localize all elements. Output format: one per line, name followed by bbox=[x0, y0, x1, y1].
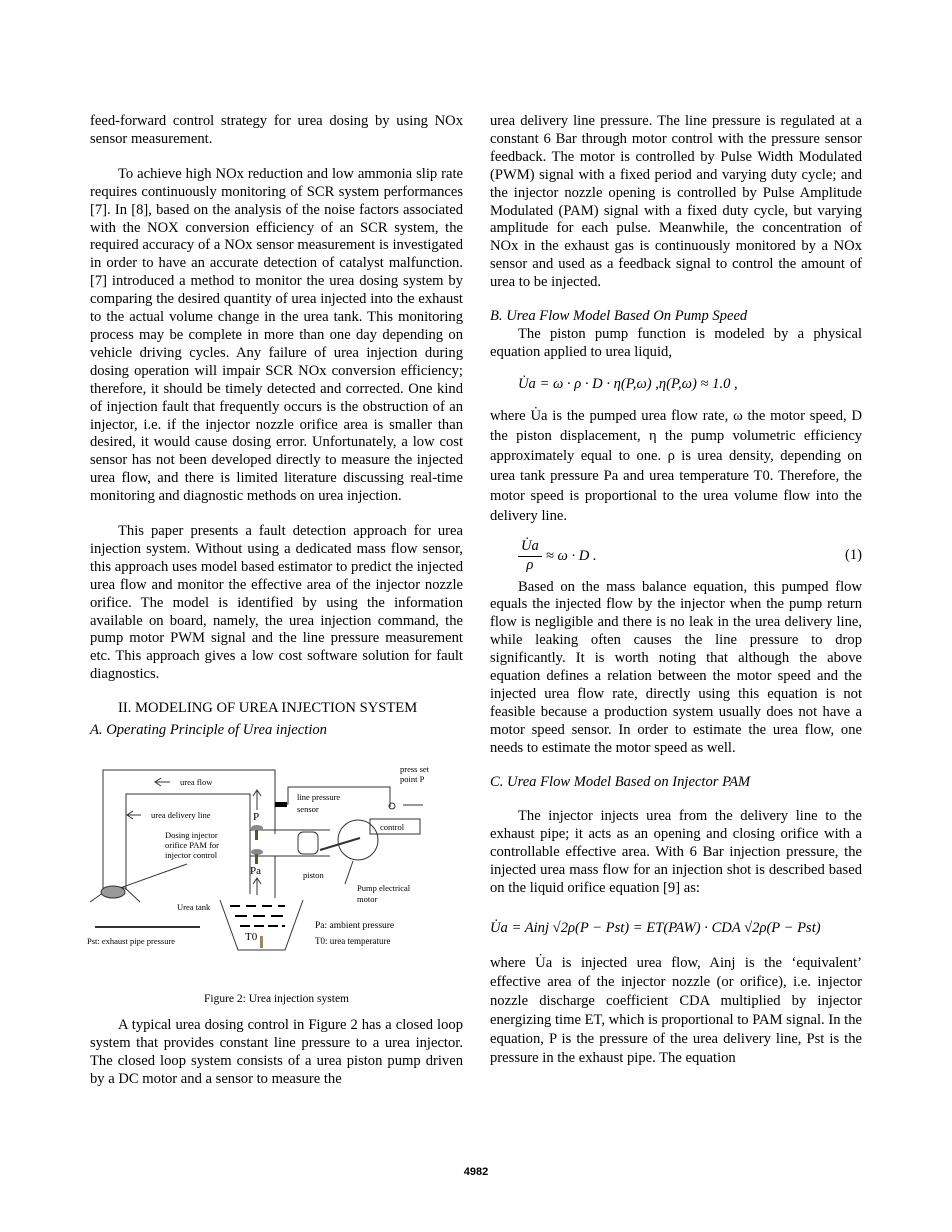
paragraph: Based on the mass balance equation, this pumped flow equals the injected flow by the injector when the pump return flow is negligible and there is no leak in the urea delivery line, while leaking often causes the line pressure to drop significantly. It is worth noting that although the above equation defines a relation between the motor speed and the injected urea flow rate, directly using this equation is not feasible because a production system usually does not have a motor speed sensor. In order to estimate the urea flow, one needs to estimate the motor speed as well. bbox=[490, 578, 862, 756]
label: T0 bbox=[245, 931, 258, 943]
paragraph: The piston pump function is modeled by a physical equation applied to urea liquid, bbox=[490, 325, 862, 360]
label: control bbox=[380, 822, 405, 832]
label: sensor bbox=[297, 804, 319, 814]
subsection-heading: A. Operating Principle of Urea injection bbox=[90, 722, 327, 739]
equation-1 bbox=[490, 538, 862, 575]
fraction bbox=[518, 538, 542, 575]
label: P bbox=[253, 811, 260, 823]
urea-injection-figure bbox=[85, 760, 445, 955]
label: orifice PAM for bbox=[165, 840, 219, 850]
section-heading: II. MODELING OF UREA INJECTION SYSTEM bbox=[118, 700, 418, 717]
label: press set bbox=[400, 764, 430, 774]
label: point P bbox=[400, 774, 425, 784]
equation-rhs: ≈ ω · D . bbox=[545, 547, 597, 564]
paragraph: To achieve high NOx reduction and low ammonia slip rate requires continuously monitoring of SCR system performances [7]. In [8], based on the analysis of the noise factors associated with the NOX conversion efficiency of an SCR system, the required accuracy of a NOx sensor measurement is investigated in order to have an accurate detection of catalyst malfunction. [7] introduced a method to monitor the urea dosing system by comparing the desired quantity of urea injected into the exhaust to the actual volume change in the urea tank. This monitoring process may be complete in more than one day depending on vehicle driving cycles. Any failure of urea injection during dosing operation will impair SCR NOx conversion efficiency; therefore, it should be timely detected and corrected. One kind of injection fault that frequently occurs is the obstruction of an injector, i.e. if the injector nozzle orifice area is smaller than desired, it would cause dosing error. Unfortunately, a low cost sensor has not been developed directly to measure the injected urea flow, and there is limited literature discussing real-time monitoring and diagnostic methods on urea injection. bbox=[90, 165, 463, 505]
label: T0: urea temperature bbox=[315, 936, 391, 946]
left-column bbox=[87, 113, 463, 1089]
label: Pa: ambient pressure bbox=[315, 921, 395, 931]
equation: U̇a = ω · ρ · D · η(P,ω) ,η(P,ω) ≈ 1.0 , bbox=[518, 375, 738, 392]
paragraph: where U̇a is injected urea flow, Ainj is the ‘equivalent’ effective area of the injector nozzle (or orifice), i.e. injector nozzle discharge coefficient CDA multiplied by injector energizing time ET, which is proportional to PAM signal. In the equation, P is the pressure of the urea delivery line, Pst is the pressure in the exhaust pipe. The equation bbox=[490, 954, 862, 1066]
subsection-heading: C. Urea Flow Model Based on Injector PAM bbox=[490, 773, 751, 790]
label: Dosing injector bbox=[165, 830, 218, 840]
paragraph: The injector injects urea from the delivery line to the exhaust pipe; it acts as an opening and closing orifice with a controllable effective area. With 6 Bar injection pressure, the injected urea mass flow for an injection shot is described based on the liquid orifice equation [9] as: bbox=[490, 808, 862, 897]
label: Urea tank bbox=[177, 902, 211, 912]
paragraph: urea delivery line pressure. The line pressure is regulated at a constant 6 Bar through motor control with the pressure sensor feedback. The motor is controlled by Pulse Width Modulated (PWM) signal with a fixed period and varying duty cycle; and the injector nozzle opening is controlled by Pulse Amplitude Modulated (PAM) signal with a fixed duty cycle, but varying amplitude for each pulse. Meanwhile, the concentration of NOx in the exhaust gas is continuously monitored by a NOx sensor and used as a feedback signal to control the amount of urea to be injected. bbox=[490, 113, 862, 291]
label: Pst: exhaust pipe pressure bbox=[87, 936, 176, 946]
label: urea delivery line bbox=[151, 810, 211, 820]
label: motor bbox=[357, 894, 378, 904]
paragraph: feed-forward control strategy for urea dosing by using NOx sensor measurement. bbox=[90, 113, 463, 147]
label: piston bbox=[303, 870, 324, 880]
paragraph: A typical urea dosing control in Figure 2 has a closed loop system that provides constant line pressure to a urea injector. The closed loop system consists of a urea piston pump driven by a DC motor and a sensor to measure the bbox=[90, 1016, 463, 1087]
equation-numerator: U̇a bbox=[518, 538, 542, 557]
page-number: 4982 bbox=[463, 1166, 489, 1178]
figure-caption: Figure 2: Urea injection system bbox=[204, 993, 349, 1005]
label: line pressure bbox=[297, 792, 341, 802]
right-column bbox=[490, 113, 862, 1068]
paragraph: where U̇a is the pumped urea flow rate, ω the motor speed, D the piston displacement, η the pump volumetric efficiency approximately equal to one. ρ is urea density, depending on urea tank pressure Pa and urea temperature T0. Therefore, the motor speed is proportional to the urea volume flow into the delivery line. bbox=[490, 407, 862, 524]
equation: U̇a = Ainj √2ρ(P − Pst) = ET(PAW) · CDA √2ρ(P − Pst) bbox=[490, 920, 821, 936]
equation-denominator: ρ bbox=[526, 556, 534, 573]
label: injector control bbox=[165, 850, 218, 860]
label: Pump electrical bbox=[357, 883, 411, 893]
label: urea flow bbox=[180, 777, 213, 787]
equation-label: (1) bbox=[844, 546, 862, 563]
label: Pa bbox=[250, 865, 261, 877]
subsection-heading: B. Urea Flow Model Based On Pump Speed bbox=[490, 308, 748, 325]
paragraph: This paper presents a fault detection approach for urea injection system. Without using a dedicated mass flow sensor, this approach uses model based estimator to predict the injected urea flow and monitor the effective area of the injector nozzle orifice. The model is identified by using the information available on board, namely, the urea injection command, the pump motor PWM signal and the line pressure measurement etc. This approach gives a low cost software solution for fault diagnostics. bbox=[90, 523, 463, 683]
